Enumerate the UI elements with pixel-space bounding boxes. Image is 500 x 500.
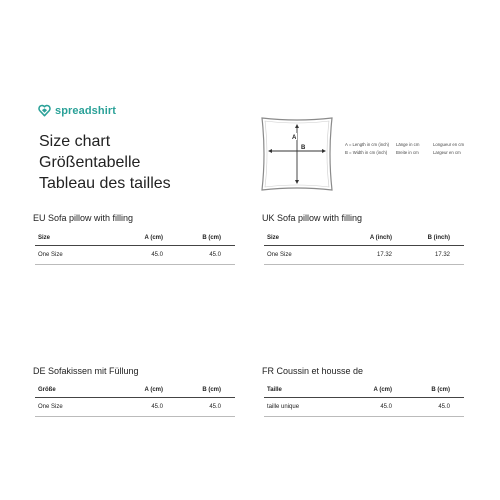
fr-table-title: FR Coussin et housse de [262, 366, 364, 376]
table-header-row [35, 383, 235, 398]
brand-name: spreadshirt [55, 104, 117, 117]
title-en: Size chart [39, 133, 111, 150]
cell-size: One Size [267, 252, 292, 258]
table-header-row [35, 231, 235, 246]
title-de: Größentabelle [39, 154, 141, 171]
cell-b: 45.0 [438, 404, 450, 410]
header-size: Taille [267, 387, 282, 393]
cell-a: 45.0 [380, 404, 392, 410]
uk-size-table [264, 231, 464, 265]
title-fr: Tableau des tailles [39, 175, 171, 192]
cell-a: 17.32 [376, 252, 392, 258]
pillow-diagram [256, 112, 338, 196]
cell-size: One Size [38, 404, 63, 410]
header-size: Größe [38, 387, 56, 393]
uk-table-title: UK Sofa pillow with filling [262, 213, 363, 223]
table-row [35, 398, 235, 417]
table-header-row [264, 383, 464, 398]
de-table-title: DE Sofakissen mit Füllung [33, 366, 139, 376]
eu-table-title: EU Sofa pillow with filling [33, 213, 134, 223]
header-b: B (cm) [202, 387, 221, 393]
brand-logo [38, 104, 116, 117]
label-b: B [301, 145, 306, 151]
table-row [264, 246, 464, 265]
header-size: Size [267, 235, 280, 241]
legend-b-de: Breite in cm [396, 149, 419, 155]
legend-b-fr: Largeur en cm [433, 149, 461, 155]
cell-a: 45.0 [151, 252, 163, 258]
legend-b-en: B = Width in cm (inch) [345, 149, 388, 155]
table-header-row [264, 231, 464, 246]
header-a: A (cm) [373, 387, 392, 393]
cell-size: taille unique [267, 404, 300, 410]
cell-b: 45.0 [209, 404, 221, 410]
header-a: A (cm) [144, 235, 163, 241]
label-a: A [292, 135, 297, 141]
header-b: B (cm) [431, 387, 450, 393]
heart-logo-icon [38, 104, 51, 117]
header-size: Size [38, 235, 51, 241]
cell-a: 45.0 [151, 404, 163, 410]
fr-size-table [264, 383, 464, 417]
header-b: B (inch) [427, 235, 450, 241]
dimension-legend [345, 141, 464, 156]
legend-a-fr: Longueur en cm [433, 142, 465, 147]
table-row [35, 246, 235, 265]
cell-b: 45.0 [209, 252, 221, 258]
legend-a-en: A = Length in cm (inch) [345, 142, 390, 147]
eu-size-table [35, 231, 235, 265]
table-row [264, 398, 464, 417]
header-b: B (cm) [202, 235, 221, 241]
de-size-table [35, 383, 235, 417]
legend-row-b [345, 149, 464, 157]
legend-a-de: Länge in cm [396, 142, 420, 147]
cell-size: One Size [38, 252, 63, 258]
header-a: A (cm) [144, 387, 163, 393]
chart-titles [39, 131, 171, 194]
legend-row-a [345, 141, 464, 149]
header-a: A (inch) [369, 235, 392, 241]
cell-b: 17.32 [434, 252, 450, 258]
